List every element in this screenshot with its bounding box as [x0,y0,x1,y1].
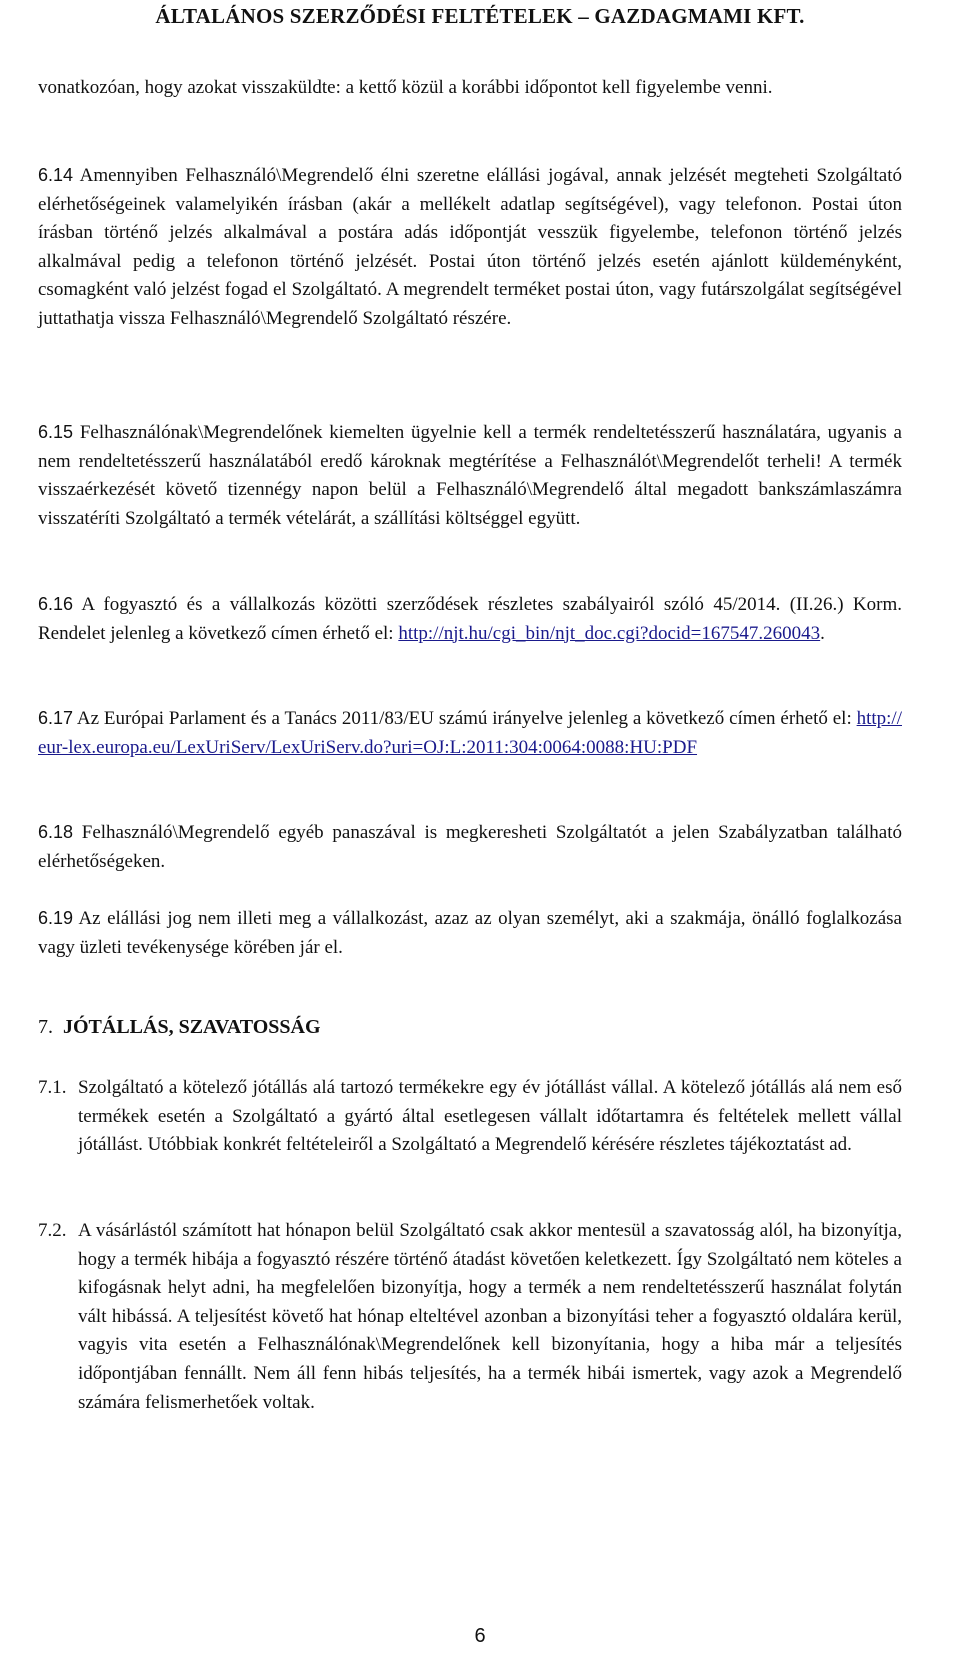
paragraph-6-19 [38,904,902,962]
subsection-number-7-2: 7.2. [38,1220,67,1241]
paragraph-6-17 [38,704,902,762]
paragraph-number: 6.17 [38,708,74,728]
paragraph-number: 6.19 [38,908,74,928]
paragraph-6-18 [38,818,902,876]
paragraph-6-16 [38,590,902,648]
paragraph-6-15 [38,418,902,533]
paragraph-number: 6.15 [38,422,74,442]
paragraph-number: 6.16 [38,594,74,614]
section-number: 7. [38,1016,53,1038]
paragraph-text: Felhasználó\Megrendelő egyéb panaszával is megkeresheti Szolgáltatót a jelen Szabályzatban található elérhetőségeken. [38,822,902,872]
paragraph-text: Amennyiben Felhasználó\Megrendelő élni szeretne elállási jogával, annak jelzését megteheti Szolgáltató elérhetőségeinek valamelyikén írásban (akár a mellékelt adatlap segítségével), vagy telefonon. Postai úton írásban történő jelzés alkalmával a postára adás időpontját vesszük figyelembe, telefonon történő jelzés alkalmával pedig a telefonon történő jelzését. Postai úton történő jelzés esetén ajánlott küldeményként, csomagként való jelzést fogad el Szolgáltató. A megrendelt terméket postai úton, vagy futárszolgálat segítségével juttathatja vissza Felhasználó\Megrendelő Szolgáltató részére. [38,165,902,329]
eur-lex-link[interactable]: http://eur-lex.europa.eu/LexUriServ/LexUriServ.do?uri=OJ:L:2011:304:0064:0088:HU:PDF [38,708,902,758]
paragraph-continuation: vonatkozóan, hogy azokat visszaküldte: a kettő közül a korábbi időpontot kell figyelembe venni. [38,77,773,98]
paragraph-text: A fogyasztó és a vállalkozás közötti szerződések részletes szabályairól szóló 45/2014. (II.26.) Korm. Rendelet jelenleg a következő címen érhető el: [38,594,902,644]
paragraph-6-14 [38,161,902,334]
subsection-number-7-1: 7.1. [38,1077,67,1098]
paragraph-number: 6.18 [38,822,74,842]
paragraph-text: Az elállási jog nem illeti meg a vállalkozást, azaz az olyan személyt, aki a szakmája, önálló foglalkozása vagy üzleti tevékenysége körében jár el. [38,908,902,958]
section-heading [38,1016,321,1039]
page-number: 6 [474,1625,486,1647]
paragraph-number: 6.14 [38,165,74,185]
section-title: JÓTÁLLÁS, SZAVATOSSÁG [63,1016,321,1038]
paragraph-text: Felhasználónak\Megrendelőnek kiemelten ügyelnie kell a termék rendeltetésszerű használatára, ugyanis a nem rendeltetésszerű használatából eredő károknak megtérítése a Felhasználót\Megrendelőt terheli! A termék visszaérkezését követő tizennégy napon belül a Felhasználó\Megrendelő által megadott bankszámlaszámra visszatéríti Szolgáltató a termék vételárát, a szállítási költséggel együtt. [38,422,902,529]
page-header-title: ÁLTALÁNOS SZERZŐDÉSI FELTÉTELEK – GAZDAGMAMI KFT. [155,4,805,28]
njt-link[interactable]: http://njt.hu/cgi_bin/njt_doc.cgi?docid=167547.260043 [398,622,821,644]
paragraph-text-end: . [820,622,825,644]
subsection-text-7-2: A vásárlástól számított hat hónapon belül Szolgáltató csak akkor mentesül a szavatosság alól, ha bizonyítja, hogy a termék hibája a fogyasztó részére történő átadást követően keletkezett. Így Szolgáltató nem köteles a kifogásnak helyt adni, ha megfelelően bizonyítja, hogy a termék a nem rendeltetésszerű használat folytán vált hibássá. A teljesítést követő hat hónap elteltével azonban a bizonyítási teher a fogyasztó oldalára kerül, vagyis vita esetén a Felhasználónak\Megrendelőnek kell bizonyítania, hogy a hiba már a teljesítés időpontjában fennállt. Nem áll fenn hibás teljesítés, ha a termék hibái ismertek, vagy azok a Megrendelő számára felismerhetőek voltak. [78,1220,902,1413]
paragraph-text: Az Európai Parlament és a Tanács 2011/83/EU számú irányelve jelenleg a következő címen érhető el: [73,708,857,729]
subsection-text-7-1: Szolgáltató a kötelező jótállás alá tartozó termékekre egy év jótállást vállal. A kötelező jótállás alá nem eső termékek esetén a Szolgáltató a gyártó által esetlegesen vállalt időtartamra és feltételek mellett vállal jótállást. Utóbbiak konkrét feltételeiről a Szolgáltató a Megrendelő kérésére részletes tájékoztatást ad. [78,1077,902,1156]
